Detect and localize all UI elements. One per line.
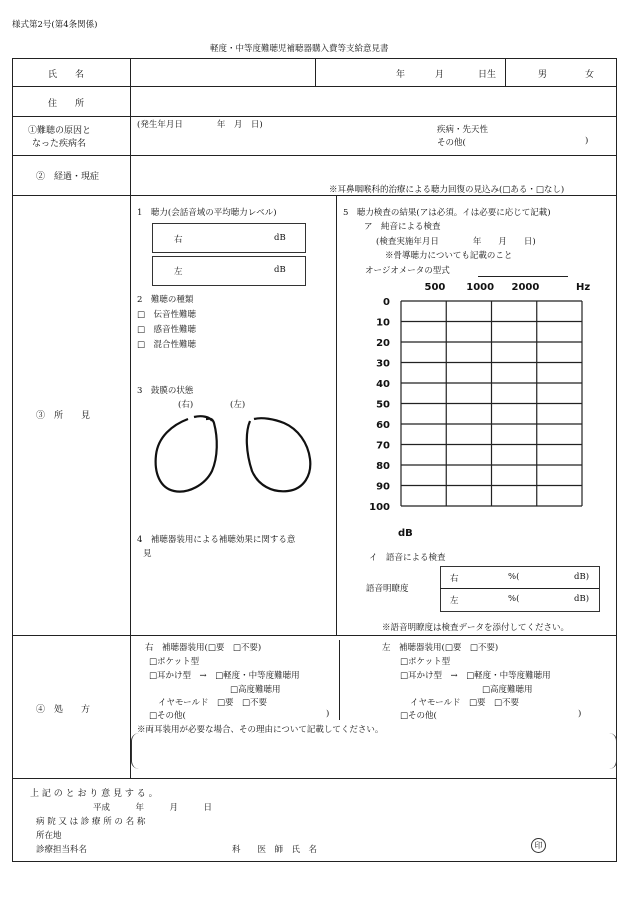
audiometer-model-label: オージオメータの型式	[365, 266, 450, 276]
y-tick-label: 0	[383, 297, 390, 308]
left-other-close: )	[578, 709, 582, 719]
y-tick-label: 80	[376, 461, 390, 472]
cause-label-line1: ①難聴の原因と	[28, 126, 92, 136]
left-other[interactable]: □その他(	[400, 711, 437, 721]
eardrum-title: 3 鼓膜の状態	[137, 386, 194, 396]
speech-left-percent[interactable]: %(	[508, 594, 520, 604]
y-tick-label: 50	[376, 399, 390, 411]
test-date[interactable]: (検査実施年月日 年 月 日)	[376, 237, 536, 247]
name-label: 氏 名	[48, 70, 85, 80]
speech-right-percent[interactable]: %(	[508, 572, 520, 582]
eardrum-diagram[interactable]	[150, 413, 320, 498]
left-earmold[interactable]: イヤモールド □要 □不要	[410, 698, 520, 708]
hospital-name-label: 病 院 又 は 診 療 所 の 名 称	[36, 817, 146, 827]
y-tick-label: 10	[376, 317, 390, 329]
option-disease[interactable]: 疾病・先天性	[437, 125, 489, 135]
checkbox-conductive[interactable]: □ 伝音性難聴	[137, 310, 197, 320]
right-severe-type[interactable]: □高度難聴用	[230, 685, 281, 695]
x-tick-label: 1000	[466, 282, 495, 293]
eardrum-left-label: (左)	[230, 400, 246, 410]
right-pocket-type[interactable]: □ポケット型	[149, 657, 200, 667]
speech-right-label: 右	[450, 574, 459, 584]
address-label: 住 所	[48, 99, 85, 109]
left-ear-unit: dB	[274, 265, 286, 275]
y-tick-label: 20	[376, 338, 390, 349]
seal-mark: 印	[531, 838, 546, 853]
y-tick-label: 40	[376, 379, 390, 390]
speech-clarity-label: 語音明瞭度	[366, 584, 409, 594]
effect-opinion-line1: 4 補聴器装用による補聴効果に関する意	[137, 535, 296, 545]
hearing-type-title: 2 難聴の種類	[137, 295, 194, 305]
checkbox-mixed[interactable]: □ 混合性難聴	[137, 340, 197, 350]
speech-right-db[interactable]: dB)	[574, 572, 590, 582]
checkbox-sensorineural[interactable]: □ 感音性難聴	[137, 325, 197, 335]
right-hearing-aid-header[interactable]: 右 補聴器装用(□要 □不要)	[145, 643, 262, 653]
y-tick-label: 100	[369, 502, 390, 513]
left-pocket-type[interactable]: □ポケット型	[400, 657, 451, 667]
audiometer-model-line[interactable]	[478, 276, 568, 277]
right-other[interactable]: □その他(	[149, 711, 186, 721]
eardrum-right-label: (右)	[178, 400, 194, 410]
address-field[interactable]	[132, 88, 612, 114]
right-ear-unit: dB	[274, 233, 286, 243]
right-eardrum-outline	[156, 416, 217, 491]
male-option[interactable]: 男	[538, 70, 548, 80]
right-ear-label: 右	[174, 235, 183, 245]
option-other[interactable]: その他(	[437, 138, 466, 148]
birth-month-label: 月	[435, 70, 445, 80]
effect-opinion-line2: 見	[143, 549, 152, 559]
left-ear-hook-type[interactable]: □耳かけ型 → □軽度・中等度難聴用	[400, 671, 551, 681]
both-ears-note: ※両耳装用が必要な場合、その理由について記載してください。	[137, 725, 384, 735]
left-severe-type[interactable]: □高度難聴用	[482, 685, 533, 695]
audiogram-chart[interactable]	[340, 278, 610, 546]
speech-left-label: 左	[450, 596, 459, 606]
x-tick-label: 500	[424, 282, 446, 293]
left-ear-label: 左	[174, 267, 183, 277]
hearing-level-title: 1 聴力(会話音域の平均聴力レベル)	[137, 208, 277, 218]
doctor-name-label: 科 医 師 氏 名	[232, 845, 318, 855]
option-other-close: )	[585, 136, 589, 146]
history-label: ② 経過・現症	[36, 172, 100, 182]
left-eardrum-outline	[247, 418, 311, 491]
right-other-close: )	[326, 709, 330, 719]
speech-left-db[interactable]: dB)	[574, 594, 590, 604]
attach-data-note: ※語音明瞭度は検査データを添付してください。	[382, 623, 570, 633]
name-field[interactable]	[132, 59, 314, 85]
test-result-title: 5 聴力検査の結果(アは必須。イは必要に応じて記載)	[343, 208, 551, 218]
hospital-address-label: 所在地	[36, 831, 62, 841]
left-hearing-aid-header[interactable]: 左 補聴器装用(□要 □不要)	[382, 643, 499, 653]
recovery-note: ※耳鼻咽喉科的治療による聴力回復の見込み(□ある・□なし)	[329, 185, 565, 195]
pure-tone-title: ア 純音による検査	[364, 222, 441, 232]
date-line[interactable]: 平成 年 月 日	[93, 803, 213, 813]
department-label: 診療担当科名	[36, 845, 88, 855]
y-tick-label: 70	[376, 440, 390, 452]
speech-test-title: イ 語音による検査	[369, 553, 446, 563]
x-tick-label: 2000	[511, 282, 540, 293]
x-unit-label: Hz	[576, 282, 591, 293]
prescription-label: ④ 処 方	[36, 705, 91, 715]
y-tick-label: 30	[376, 358, 390, 370]
y-tick-label: 90	[376, 481, 390, 493]
onset-date[interactable]: (発生年月日 年 月 日)	[137, 120, 263, 130]
findings-label: ③ 所 見	[36, 411, 91, 421]
right-ear-hook-type[interactable]: □耳かけ型 → □軽度・中等度難聴用	[149, 671, 300, 681]
right-earmold[interactable]: イヤモールド □要 □不要	[158, 698, 268, 708]
birth-year-label: 年	[396, 70, 406, 80]
female-option[interactable]: 女	[585, 70, 595, 80]
birth-day-label: 日生	[478, 70, 497, 80]
y-tick-label: 60	[376, 420, 390, 431]
document-title: 軽度・中等度難聴児補聴器購入費等支給意見書	[210, 44, 389, 54]
form-number: 様式第2号(第4条関係)	[12, 20, 98, 30]
cause-label-line2: なった疾病名	[32, 139, 87, 149]
y-unit-label: dB	[398, 528, 413, 539]
bone-conduction-note: ※骨導聴力についても記載のこと	[385, 251, 513, 261]
statement: 上 記 の と お り 意 見 す る 。	[30, 789, 158, 799]
both-ears-reason-field[interactable]	[131, 733, 617, 769]
